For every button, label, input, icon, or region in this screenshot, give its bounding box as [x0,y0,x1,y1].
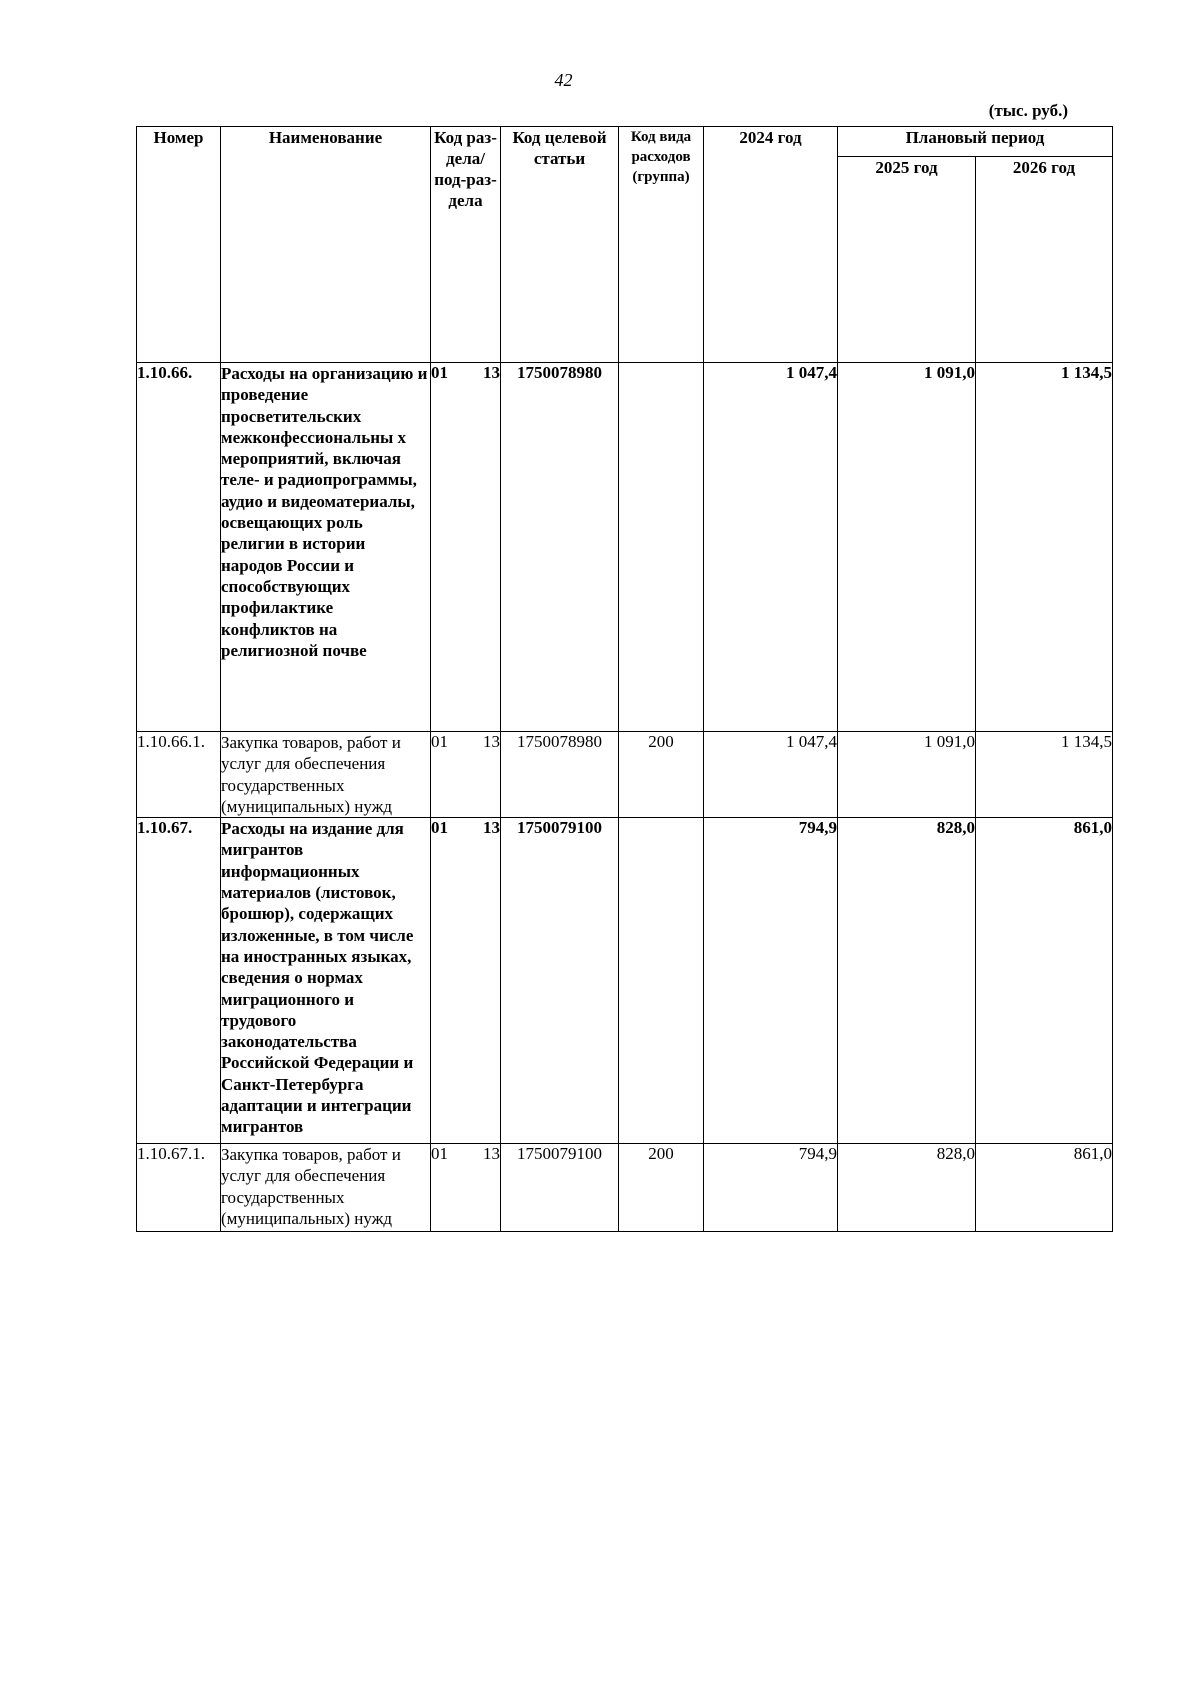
row-amount-2026: 1 134,5 [976,363,1113,732]
row-amount-2025: 828,0 [838,818,976,1144]
table-row [137,818,1113,1144]
row-amount-2026: 861,0 [976,1144,1113,1232]
row-amount-2024: 794,9 [704,1144,838,1232]
row-amount-2025: 828,0 [838,1144,976,1232]
section-code: 01 [431,1144,448,1164]
header-name: Наименование [221,127,431,363]
row-number: 1.10.66.1. [137,732,221,818]
row-expense-type [619,363,704,732]
row-amount-2026: 1 134,5 [976,732,1113,818]
header-expense-type: Код вида расходов (группа) [619,127,704,363]
table-header [137,127,1113,363]
row-amount-2026: 861,0 [976,818,1113,1144]
subsection-code: 13 [483,363,500,382]
header-2025: 2025 год [838,157,976,363]
header-2026: 2026 год [976,157,1113,363]
units-label: (тыс. руб.) [988,101,1068,120]
subsection-code: 13 [483,1144,500,1164]
row-target-code: 1750079100 [501,818,619,1144]
row-name: Закупка товаров, работ и услуг для обеспечения государственных (муниципальных) нужд [221,732,431,818]
header-section: Код раз-дела/ под-раз-дела [431,127,501,363]
section-code: 01 [431,732,448,751]
row-name: Расходы на организацию и проведение просветительских межконфессиональны х мероприятий, включая теле- и радиопрограммы, аудио и видеоматериалы, освещающих роль религии в истории народов России и способствующих профилактике конфликтов на религиозной почве [221,363,431,732]
row-target-code: 1750078980 [501,363,619,732]
row-target-code: 1750078980 [501,732,619,818]
row-number: 1.10.67.1. [137,1144,221,1232]
header-target: Код целевой статьи [501,127,619,363]
row-expense-type [619,818,704,1144]
row-expense-type: 200 [619,732,704,818]
row-section-code [431,1144,501,1232]
row-section-code [431,732,501,818]
header-number: Номер [137,127,221,363]
row-amount-2025: 1 091,0 [838,363,976,732]
row-name: Расходы на издание для мигрантов информационных материалов (листовок, брошюр), содержащих изложенные, в том числе на иностранных языках, сведения о нормах миграционного и трудового законодательства Российской Федерации и Санкт-Петербурга адаптации и интеграции мигрантов [221,818,431,1144]
section-code: 01 [431,363,448,382]
row-number: 1.10.67. [137,818,221,1144]
row-name: Закупка товаров, работ и услуг для обеспечения государственных (муниципальных) нужд [221,1144,431,1232]
header-plan-period: Плановый период [838,127,1113,157]
row-amount-2024: 1 047,4 [704,732,838,818]
row-section-code [431,363,501,732]
page-number: 42 [554,70,573,90]
subsection-code: 13 [483,732,500,751]
table-row [137,732,1113,818]
table-row [137,363,1113,732]
row-expense-type: 200 [619,1144,704,1232]
row-amount-2024: 794,9 [704,818,838,1144]
row-amount-2025: 1 091,0 [838,732,976,818]
row-number: 1.10.66. [137,363,221,732]
row-target-code: 1750079100 [501,1144,619,1232]
section-code: 01 [431,818,448,838]
table-row [137,1144,1113,1232]
header-2024: 2024 год [704,127,838,363]
row-section-code [431,818,501,1144]
budget-table [136,126,1113,1232]
subsection-code: 13 [483,818,500,838]
row-amount-2024: 1 047,4 [704,363,838,732]
